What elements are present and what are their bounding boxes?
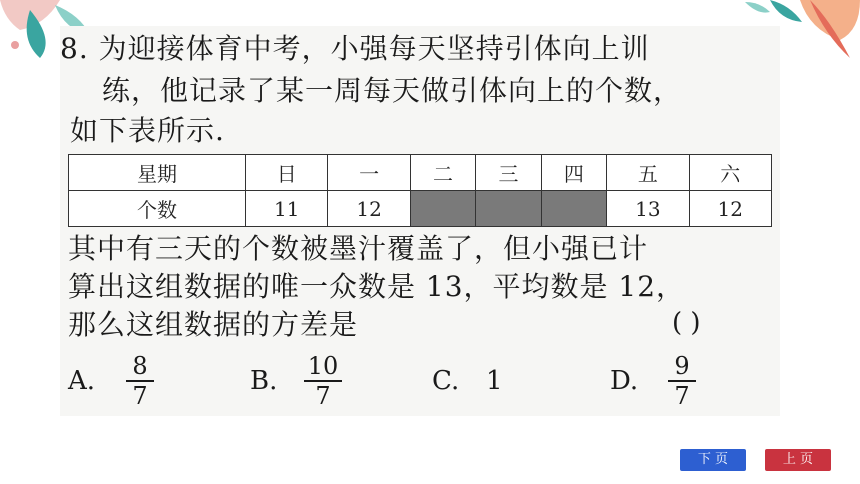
denominator: 7: [132, 382, 148, 410]
numerator: 8: [132, 352, 148, 380]
numerator: 10: [307, 352, 339, 380]
question-line-2: 练，他记录了某一周每天做引体向上的个数，: [102, 74, 683, 107]
option-letter: A.: [68, 366, 96, 396]
denominator: 7: [674, 382, 690, 410]
fraction: [668, 352, 696, 410]
table-cell: 一: [328, 155, 410, 191]
option-value: 1: [486, 366, 503, 396]
numerator: 9: [674, 352, 690, 380]
table-cell: 二: [410, 155, 475, 191]
table-cell: 日: [246, 155, 328, 191]
question-line-1: 8. 为迎接体育中考，小强每天坚持引体向上训: [60, 32, 650, 65]
pullup-table: [68, 154, 772, 227]
body-line-2: 算出这组数据的唯一众数是 13，平均数是 12，: [68, 270, 686, 303]
option-letter: C.: [432, 366, 460, 396]
denominator: 7: [315, 382, 331, 410]
table-cell: 12: [328, 191, 410, 227]
option-letter: D.: [610, 366, 639, 396]
table-cell: 三: [476, 155, 541, 191]
answer-blank: ( ): [672, 308, 701, 338]
table-cell: 星期: [69, 155, 246, 191]
ink-covered-cell: [410, 191, 475, 227]
body-line-1: 其中有三天的个数被墨汁覆盖了，但小强已计: [68, 232, 649, 265]
next-page-button[interactable]: 下 页: [680, 449, 746, 471]
question-scan: [60, 26, 780, 416]
ink-covered-cell: [541, 191, 606, 227]
option-letter: B.: [250, 366, 278, 396]
table-cell: 11: [246, 191, 328, 227]
table-row-weekday: [69, 155, 772, 191]
table-row-count: [69, 191, 772, 227]
ink-covered-cell: [476, 191, 541, 227]
table-cell: 四: [541, 155, 606, 191]
table-cell: 六: [689, 155, 771, 191]
table-cell: 个数: [69, 191, 246, 227]
fraction: [304, 352, 342, 410]
prev-page-button[interactable]: 上 页: [765, 449, 831, 471]
question-line-3: 如下表所示.: [70, 114, 225, 147]
table-cell: 12: [689, 191, 771, 227]
fraction: [126, 352, 154, 410]
table-cell: 五: [607, 155, 689, 191]
table-cell: 13: [607, 191, 689, 227]
body-line-3: 那么这组数据的方差是: [68, 308, 359, 341]
